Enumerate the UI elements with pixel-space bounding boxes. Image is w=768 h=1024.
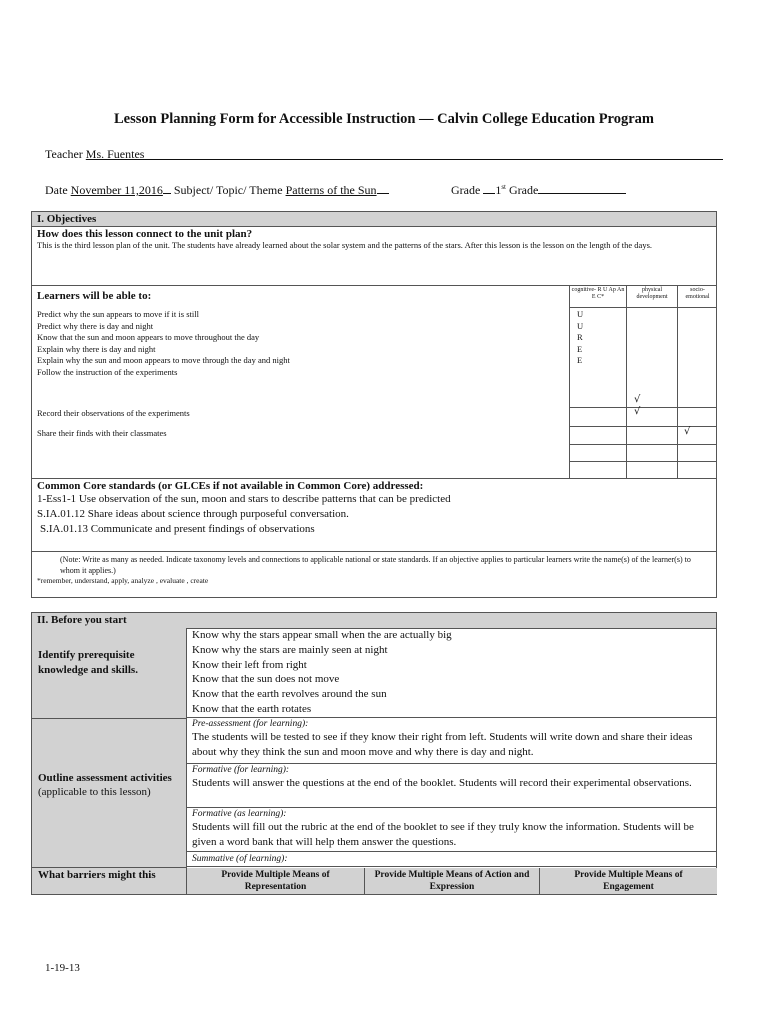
row-line-1	[569, 407, 717, 408]
pre-assessment-label: Pre-assessment (for learning):	[192, 719, 309, 729]
col-divider-3	[677, 286, 678, 478]
objective-item: Predict why the sun appears to move if it is still	[37, 309, 199, 319]
cognitive-levels	[577, 309, 583, 367]
col-header-line	[569, 307, 717, 308]
row-line-2	[569, 426, 717, 427]
standard-item: S.IA.01.12 Share ideas about science through purposeful conversation.	[37, 508, 349, 520]
prereq-item: Know why the stars are mainly seen at night	[192, 643, 388, 656]
formative-for-text: Students will answer the questions at the end of the booklet. Students will record their experimental observations.	[192, 777, 692, 789]
col-divider-1	[569, 286, 570, 478]
standards-label: Common Core standards (or GLCEs if not available in Common Core) addressed:	[37, 480, 424, 492]
page-title: Lesson Planning Form for Accessible Instruction — Calvin College Education Program	[114, 111, 654, 127]
connect-text: This is the third lesson plan of the unit. The students have already learned about the solar system and the patterns of the stars. After this lesson is the lesson on the length of the days.	[37, 240, 653, 250]
share-objective: Share their finds with their classmates	[37, 428, 167, 438]
action-cell	[365, 868, 540, 894]
grade-sup: st	[501, 183, 506, 191]
objective-item: Predict why there is day and night	[37, 320, 154, 331]
grade-word: Grade	[509, 183, 539, 197]
connect-question: How does this lesson connect to the unit plan?	[37, 228, 253, 240]
formative-as-label: Formative (as learning):	[192, 809, 287, 819]
barriers-label-cell	[32, 868, 187, 894]
note-block	[32, 552, 716, 576]
prereq-label-cell	[32, 628, 187, 719]
objective-item: Explain why the sun and moon appears to move through the day and night	[37, 355, 290, 366]
assess-label-wrap	[32, 719, 186, 799]
record-objective: Record their observations of the experiments	[37, 408, 190, 418]
formative-for-cell	[187, 765, 717, 808]
cog-level: E	[577, 355, 583, 366]
cog-level: U	[577, 320, 584, 331]
engagement-cell	[540, 868, 717, 894]
formative-for-label: Formative (for learning):	[192, 765, 290, 775]
assess-label: Outline assessment activities	[38, 772, 172, 784]
date-label: Date	[45, 183, 68, 197]
teacher-underline	[88, 159, 723, 160]
prereq-item: Know that the earth rotates	[192, 702, 312, 715]
connect-block	[32, 227, 716, 286]
objective-item: Follow the instruction of the experiments	[37, 366, 178, 377]
before-header: II. Before you start	[32, 613, 716, 629]
date-value: November 11,2016	[70, 183, 163, 197]
note-text: (Note: Write as many as needed. Indicate taxonomy levels and connections to applicable national or state standards. If an objective applies to particular learners write the name(s) of the learner(s) to whom it applies.)	[60, 555, 691, 575]
grade-trail	[538, 181, 626, 194]
summative-cell	[187, 853, 717, 867]
objectives-header: I. Objectives	[32, 212, 716, 227]
objectives-section	[31, 211, 717, 598]
action-label: Provide Multiple Means of Action and Expression	[374, 870, 530, 892]
prereq-item: Know their left from right	[192, 658, 307, 671]
prereq-item: Know that the sun does not move	[192, 673, 340, 686]
grade-label: Grade	[451, 183, 481, 197]
assess-label-cell	[32, 719, 187, 868]
engagement-label: Provide Multiple Means of Engagement	[574, 870, 683, 892]
pre-assessment-cell	[187, 719, 717, 764]
subject-fill	[377, 181, 389, 194]
prereq-label: Identify prerequisite knowledge and skills.	[38, 649, 138, 676]
check-icon: √	[634, 406, 641, 417]
cog-level: E	[577, 343, 583, 354]
row-line-3	[569, 444, 717, 445]
teacher-label: Teacher	[45, 147, 83, 161]
prereq-item: Know that the earth revolves around the sun	[192, 688, 387, 701]
cog-level: U	[577, 309, 584, 319]
objectives-table	[32, 286, 716, 479]
date-fill	[163, 181, 171, 194]
prereq-list	[187, 628, 717, 718]
check-icon: √	[634, 394, 641, 405]
teacher-name: Ms. Fuentes	[85, 147, 145, 161]
summative-label: Summative (of learning):	[192, 854, 288, 864]
formative-as-text: Students will fill out the rubric at the end of the booklet to see if they truly know the information. Students will be given a word bank that will help them answer the questions.	[192, 821, 694, 848]
taxonomy-footnote: *remember, understand, apply, analyze , evaluate , create	[37, 576, 209, 585]
grade-line	[451, 181, 626, 198]
grade-num: 1	[495, 183, 502, 197]
assess-sub: (applicable to this lesson)	[38, 786, 151, 798]
subject-label: Subject/ Topic/ Theme	[173, 183, 283, 197]
barriers-label: What barriers might this	[38, 869, 156, 881]
cog-level: R	[577, 332, 583, 343]
representation-cell	[187, 868, 365, 894]
pre-assessment-text: The students will be tested to see if they know their right from left. Students will write down and share their ideas about why they think the sun and moon move and why there is day and night.	[192, 731, 693, 758]
col-physical: physical development	[636, 287, 668, 300]
learners-label: Learners will be able to:	[37, 290, 152, 302]
formative-as-cell	[187, 809, 717, 852]
footer-date: 1-19-13	[45, 962, 80, 974]
check-icon: √	[684, 426, 691, 437]
col-socio: socio- emotional	[685, 287, 710, 300]
standard-item: S.IA.01.13 Communicate and present findings of observations	[40, 523, 315, 535]
before-section	[31, 612, 717, 895]
objective-item: Explain why there is day and night	[37, 343, 156, 354]
standard-item: 1-Ess1-1 Use observation of the sun, moon and stars to describe patterns that can be predicted	[37, 493, 451, 505]
objective-item: Know that the sun and moon appears to move throughout the day	[37, 332, 260, 343]
standards-block	[32, 479, 716, 552]
subject-value: Patterns of the Sun	[285, 183, 377, 197]
objective-list	[37, 309, 562, 379]
grade-fill	[483, 181, 495, 194]
row-line-4	[569, 461, 717, 462]
col-divider-2	[626, 286, 627, 478]
col-cognitive: cognitive- R U Ap An E C*	[571, 287, 625, 300]
representation-label: Provide Multiple Means of Representation	[221, 870, 330, 892]
prereq-item: Know why the stars appear small when the are actually big	[192, 629, 452, 641]
